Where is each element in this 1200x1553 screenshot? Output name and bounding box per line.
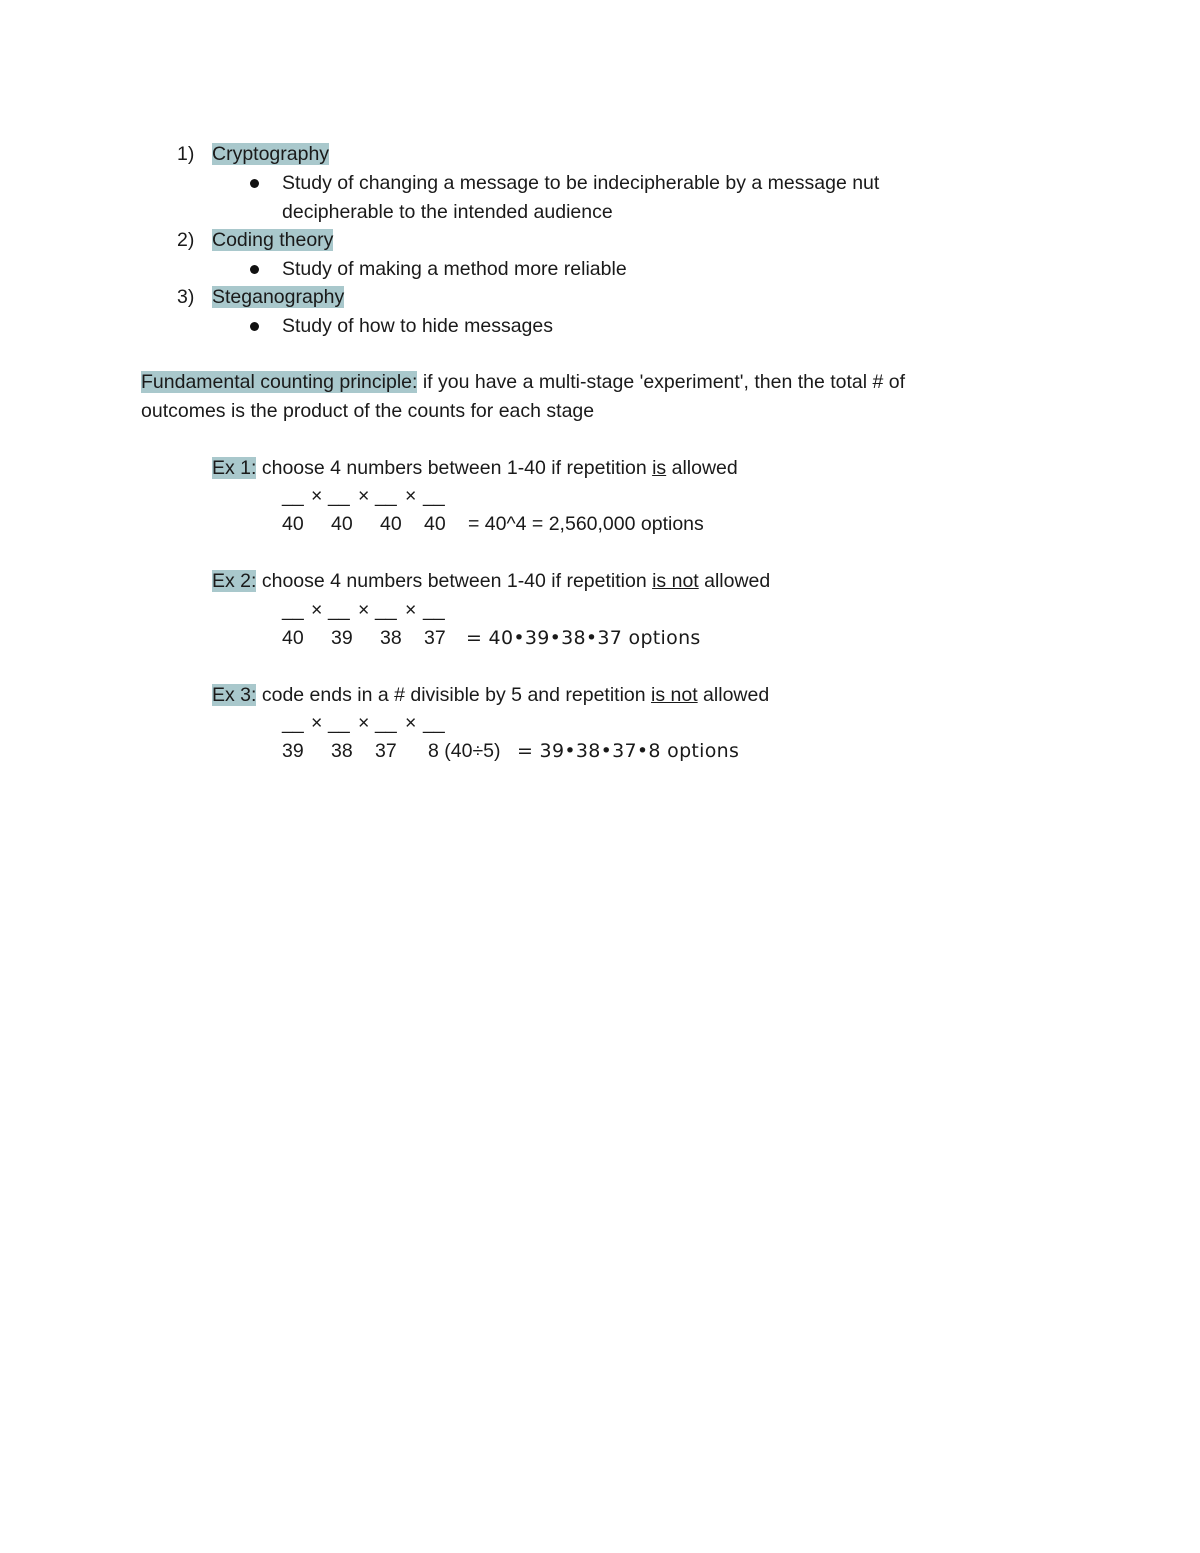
example-heading xyxy=(212,681,769,709)
times-sign: × xyxy=(405,485,417,507)
blanks-row xyxy=(282,482,482,510)
bullet-text: Study of changing a message to be indecipherable by a message nut xyxy=(282,172,880,194)
counts-row xyxy=(282,510,742,538)
count-value: 38 xyxy=(380,627,402,649)
count-value: 40 xyxy=(380,513,402,535)
blanks-row xyxy=(282,596,482,624)
example-heading xyxy=(212,567,770,595)
blank: __ xyxy=(375,485,397,507)
highlighted-term: Fundamental counting principle: xyxy=(141,371,418,393)
list-item-title xyxy=(212,283,344,311)
example-text: allowed xyxy=(666,457,738,479)
times-sign: × xyxy=(311,599,323,621)
blank: __ xyxy=(375,599,397,621)
example-label: Ex 3: xyxy=(212,684,257,706)
example-heading xyxy=(212,454,738,482)
times-sign: × xyxy=(405,712,417,734)
bullet-icon xyxy=(250,179,259,188)
list-number: 1) xyxy=(177,143,195,165)
bullet-icon xyxy=(250,265,259,274)
count-value: 40 xyxy=(282,513,304,535)
result-text: = 40^4 = 2,560,000 options xyxy=(468,513,704,535)
underlined-text: is not xyxy=(652,570,699,592)
times-sign: × xyxy=(311,712,323,734)
example-text: allowed xyxy=(698,570,771,592)
underlined-text: is not xyxy=(651,684,698,706)
list-item-title xyxy=(212,140,329,168)
times-sign: × xyxy=(311,485,323,507)
blank: __ xyxy=(328,712,350,734)
principle-text: if you have a multi-stage 'experiment', then the total # of xyxy=(417,371,906,393)
highlighted-term: Cryptography xyxy=(212,143,330,165)
count-value: 37 xyxy=(375,740,397,762)
counts-row xyxy=(282,737,782,765)
underlined-text: is xyxy=(652,457,667,479)
blank: __ xyxy=(282,599,304,621)
example-label: Ex 1: xyxy=(212,457,257,479)
result-text: = 40•39•38•37 options xyxy=(466,627,701,649)
count-value: 8 (40÷5) xyxy=(428,740,501,762)
counts-row xyxy=(282,624,742,652)
blanks-row xyxy=(282,709,482,737)
blank: __ xyxy=(282,485,304,507)
bullet-text: Study of how to hide messages xyxy=(282,315,553,337)
example-text: choose 4 numbers between 1-40 if repetition xyxy=(256,457,653,479)
list-number: 2) xyxy=(177,229,195,251)
blank: __ xyxy=(328,485,350,507)
blank: __ xyxy=(423,485,445,507)
blank: __ xyxy=(423,712,445,734)
principle-line-2: outcomes is the product of the counts for each stage xyxy=(141,400,595,422)
example-label: Ex 2: xyxy=(212,570,257,592)
bullet-text: Study of making a method more reliable xyxy=(282,258,627,280)
blank: __ xyxy=(375,712,397,734)
count-value: 39 xyxy=(331,627,353,649)
highlighted-term: Coding theory xyxy=(212,229,334,251)
count-value: 40 xyxy=(282,627,304,649)
count-value: 40 xyxy=(424,513,446,535)
blank: __ xyxy=(328,599,350,621)
example-text: allowed xyxy=(697,684,770,706)
result-text: = 39•38•37•8 options xyxy=(517,740,740,762)
times-sign: × xyxy=(405,599,417,621)
count-value: 39 xyxy=(282,740,304,762)
bullet-icon xyxy=(250,322,259,331)
example-text: code ends in a # divisible by 5 and repetition xyxy=(256,684,652,706)
list-number: 3) xyxy=(177,286,195,308)
list-item-title xyxy=(212,226,333,254)
times-sign: × xyxy=(358,485,370,507)
highlighted-term: Steganography xyxy=(212,286,345,308)
times-sign: × xyxy=(358,599,370,621)
count-value: 37 xyxy=(424,627,446,649)
principle-line-1 xyxy=(141,368,905,396)
count-value: 38 xyxy=(331,740,353,762)
example-text: choose 4 numbers between 1-40 if repetition xyxy=(256,570,653,592)
blank: __ xyxy=(423,599,445,621)
blank: __ xyxy=(282,712,304,734)
count-value: 40 xyxy=(331,513,353,535)
times-sign: × xyxy=(358,712,370,734)
bullet-text: decipherable to the intended audience xyxy=(282,201,613,223)
